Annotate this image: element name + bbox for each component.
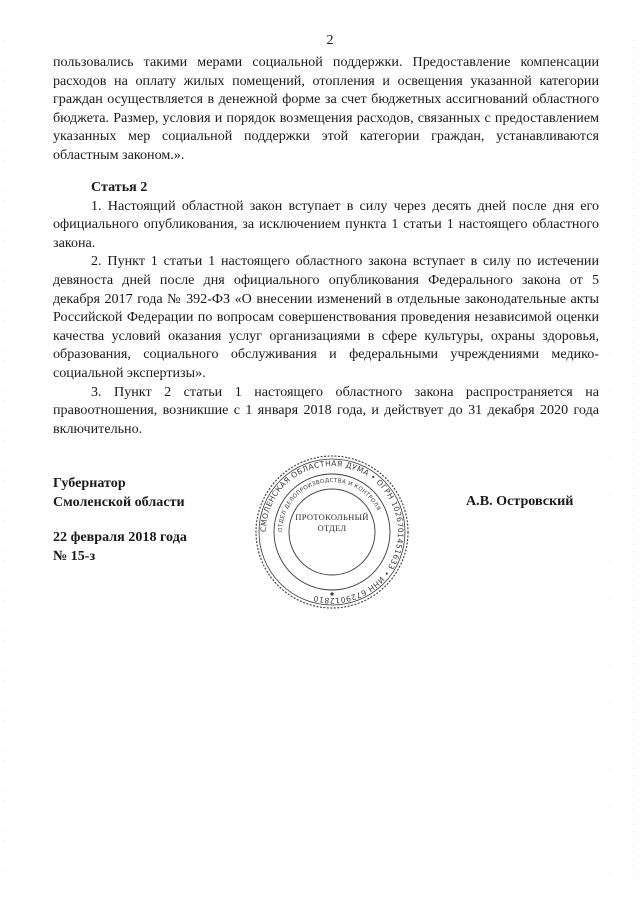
seal-dot <box>330 592 333 595</box>
seal-outer-text: СМОЛЕНСКАЯ ОБЛАСТНАЯ ДУМА • ОГРН 1026701451633 • ИНН 6729012810 <box>258 458 406 606</box>
article-heading: Статья 2 <box>91 179 148 195</box>
signer-name: А.В. Островский <box>466 493 574 509</box>
article-paragraph-3: 3. Пункт 2 статьи 1 настоящего областного закона распространяется на правоотношения, возникшие с 1 января 2018 года, и действует до 31 декабря 2020 года включительно. <box>53 383 599 437</box>
governor-title <box>53 474 185 511</box>
article-paragraph-1: 1. Настоящий областной закон вступает в силу через десять дней после дня его официального опубликования, за исключением пункта 1 статьи 1 настоящего областного закона. <box>53 197 599 251</box>
seal-center-line1: ПРОТОКОЛЬНЫЙ <box>295 512 369 522</box>
intro-paragraph-block <box>53 53 599 165</box>
seal-inner-text: ОТДЕЛ ДЕЛОПРОИЗВОДСТВА И КОНТРОЛЯ <box>277 477 382 533</box>
governor-title-line1: Губернатор <box>53 475 126 491</box>
intro-paragraph: пользовались такими мерами социальной поддержки. Предоставление компенсации расходов на оплату жилых помещений, отопления и освещения указанной категории граждан осуществляется в денежной форме за счет бюджетных ассигнований областного бюджета. Размер, условия и порядок возмещения расходов, связанных с предоставлением указанных мер социальной поддержки этой категории граждан, устанавливаются областным законом.». <box>53 54 599 163</box>
seal-center-line2: ОТДЕЛ <box>317 523 347 533</box>
date-number-block <box>53 528 187 565</box>
law-number: № 15-з <box>53 547 96 564</box>
article-section <box>53 178 599 438</box>
signing-date: 22 февраля 2018 года <box>53 529 187 545</box>
page-number: 2 <box>326 33 334 48</box>
article-paragraph-2: 2. Пункт 1 статьи 1 настоящего областного закона вступает в силу по истечении девяноста дней после дня официального опубликования Федерального закона от 5 декабря 2017 года № 392-ФЗ «О внесении изменений в отдельные законодательные акты Российской Федерации по вопросам совершенствования проведения независимой оценки качества условий оказания услуг организациями в сфере культуры, охраны здоровья, образования, социального обслуживания и федеральными учреждениями медико-социальной экспертизы». <box>53 253 599 381</box>
governor-title-line2: Смоленской области <box>53 493 185 510</box>
seal-center-text <box>290 512 374 534</box>
